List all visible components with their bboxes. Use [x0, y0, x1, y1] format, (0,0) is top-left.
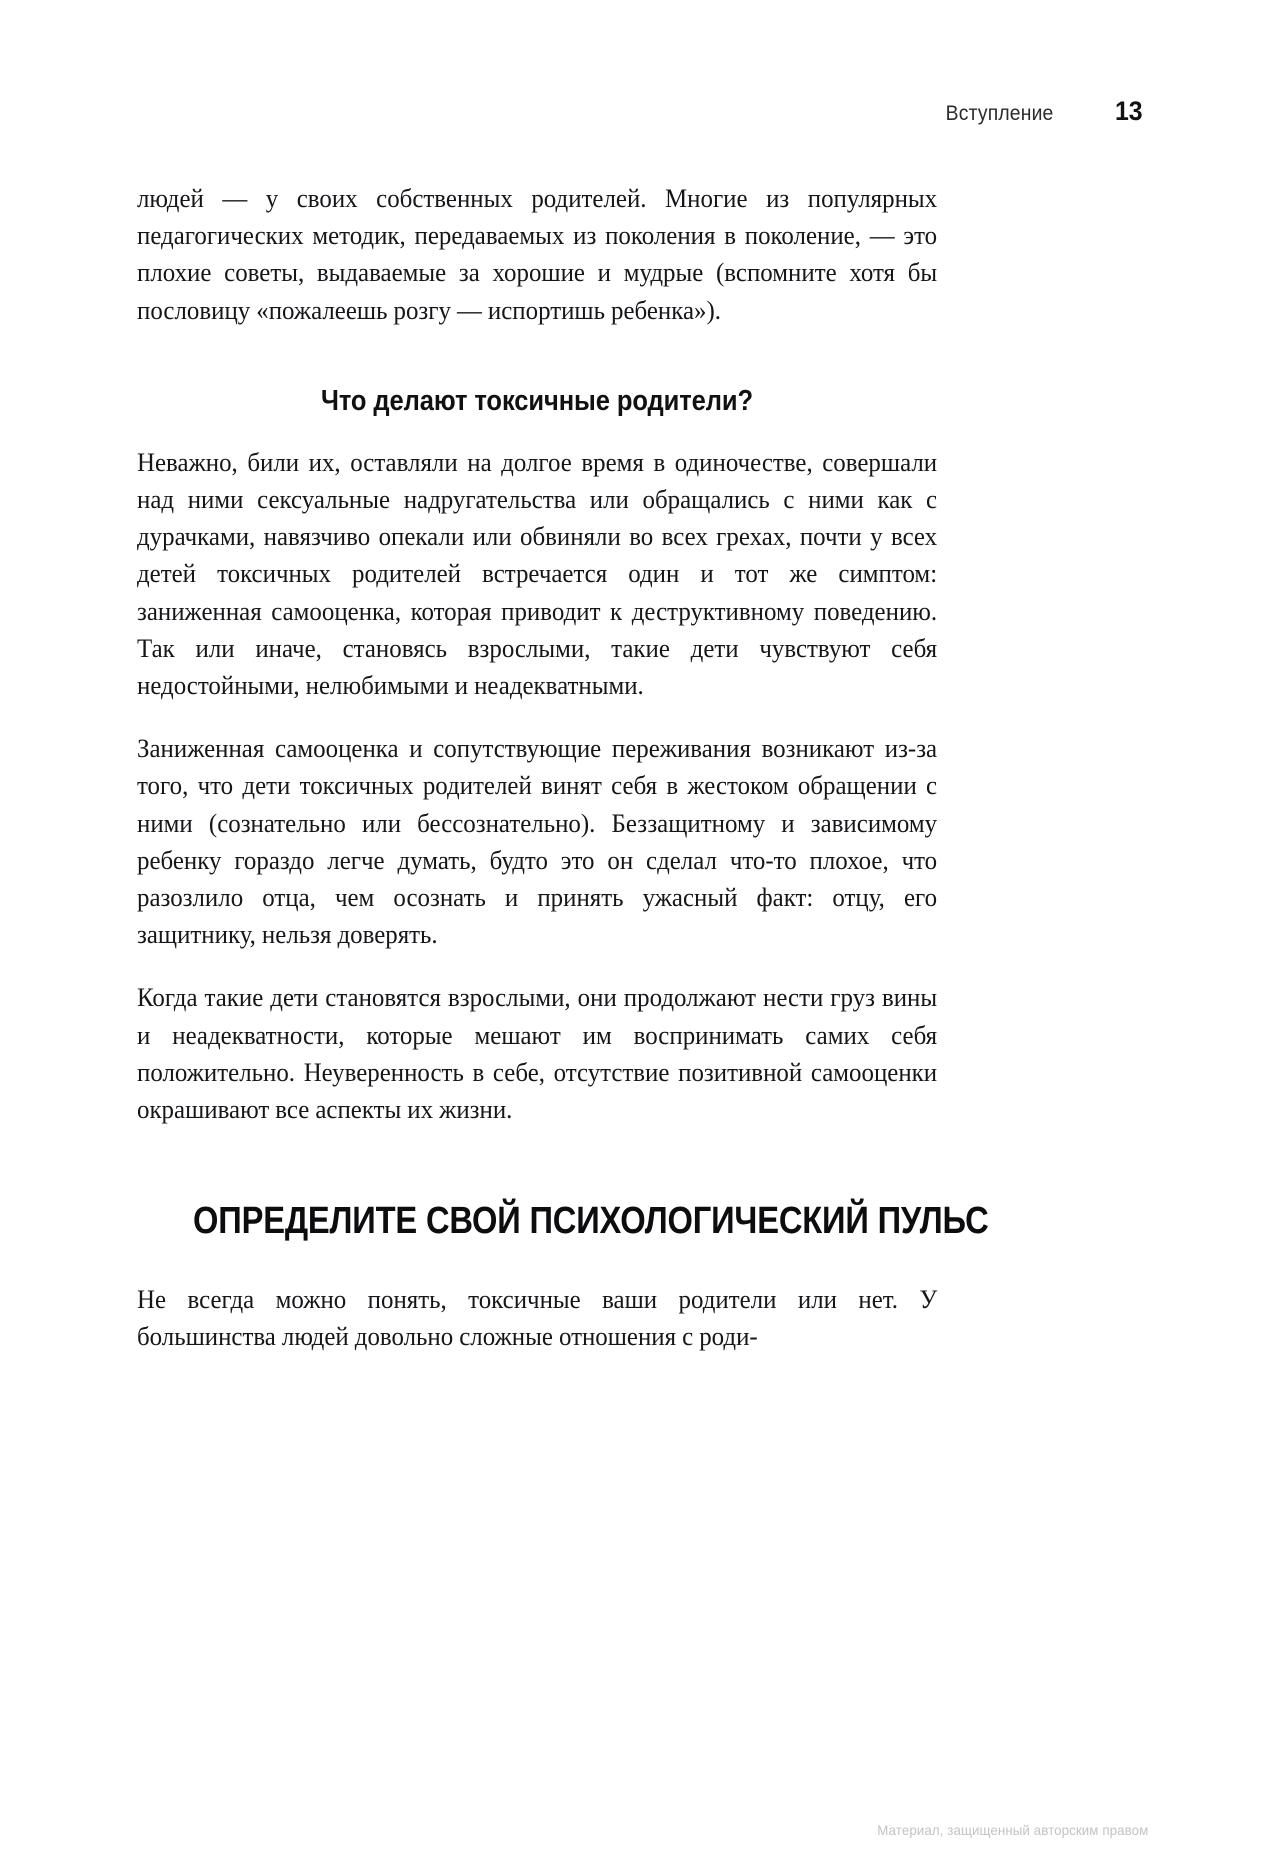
body-paragraph-3: Заниженная самооценка и сопутствующие переживания возникают из-за того, что дети токсичных родителей винят себя в жестоком обращении с ними (сознательно или бессознательно). Беззащитному и зависимому ребенку гораздо легче думать, будто это он сделал что-то плохое, что разозлило отца, чем осознать и принять ужасный факт: отцу, его защитнику, нельзя доверять.: [137, 733, 938, 950]
body-paragraph-5: Не всегда можно понять, токсичные ваши родители или нет. У большинства людей довольно сложные отношения с роди-: [137, 1284, 938, 1352]
text-column: [137, 180, 989, 1356]
major-heading-block: [137, 1128, 989, 1281]
page-number: 13: [1114, 96, 1143, 126]
section-heading-block: [137, 355, 937, 444]
section-heading: Что делают токсичные родители?: [321, 384, 753, 417]
copyright-watermark: Материал, защищенный авторским правом: [876, 1822, 1148, 1838]
chapter-name: Вступление: [945, 102, 1054, 125]
body-paragraph-4: Когда такие дети становятся взрослыми, они продолжают нести груз вины и неадекватности, которые мешают им воспринимать самих себя положительно. Неуверенность в себе, отсутствие позитивной самооценки окрашивают все аспекты их жизни.: [137, 982, 938, 1125]
body-paragraph-1: людей — у своих собственных родителей. Многие из популярных педагогических методик, передаваемых из поколения в поколение, — это плохие советы, выдаваемые за хорошие и мудрые (вспомните хотя бы пословицу «пожалеешь розгу — испортишь ребенка»).: [137, 183, 938, 325]
major-heading: ОПРЕДЕЛИТЕ СВОЙ ПСИХОЛОГИЧЕСКИЙ ПУЛЬС: [193, 1200, 989, 1243]
running-header: [136, 96, 1144, 130]
body-paragraph-2: Неважно, били их, оставляли на долгое время в одиночестве, совершали над ними сексуальные надругательства или обращались с ними как с дурачками, навязчиво опекали или обвиняли во всех грехах, почти у всех детей токсичных родителей встречается один и тот же симптом: заниженная самооценка, которая приводит к деструктивному поведению. Так или иначе, становясь взрослыми, такие дети чувствуют себя недостойными, нелюбимыми и неадекватными.: [137, 446, 938, 701]
